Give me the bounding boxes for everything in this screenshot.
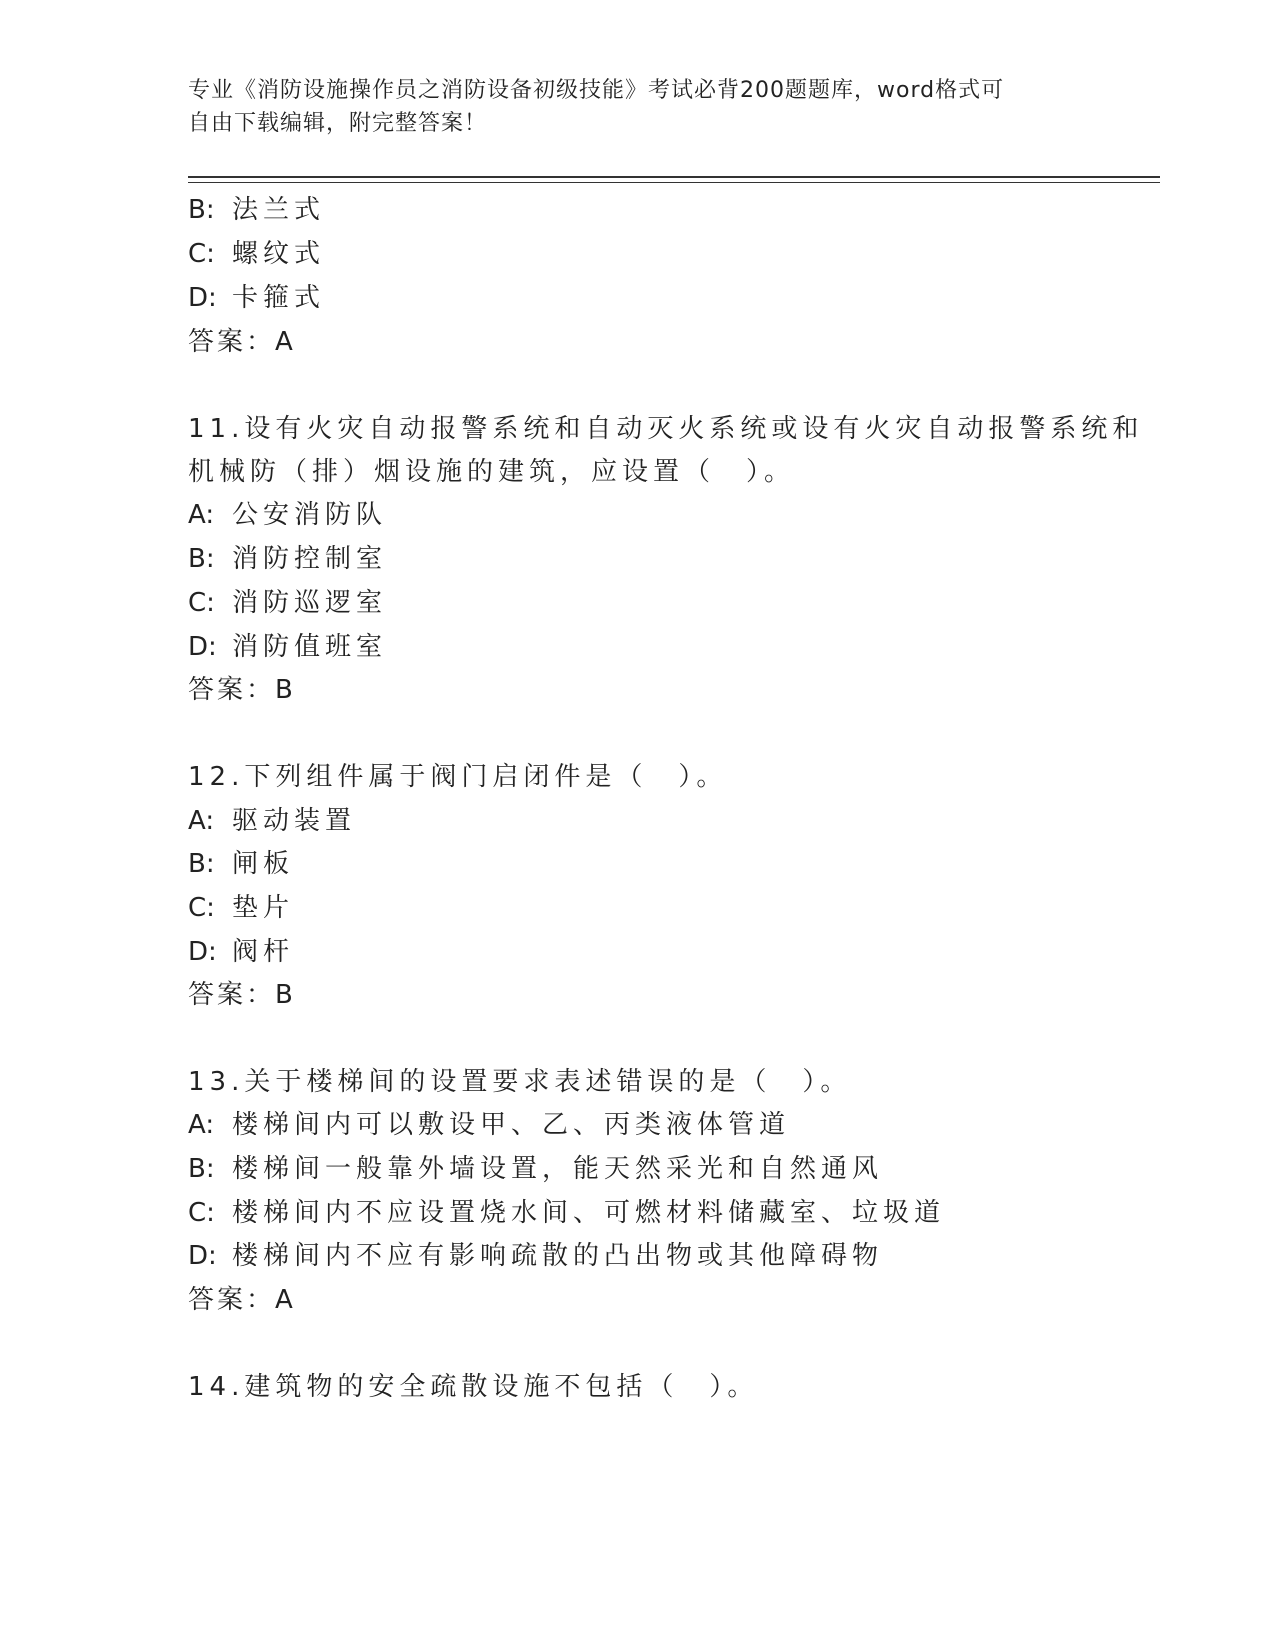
q11-option-c: C: 消防巡逻室 bbox=[188, 588, 388, 618]
q13-option-b: B: 楼梯间一般靠外墙设置，能天然采光和自然通风 bbox=[188, 1154, 884, 1184]
header-divider-thick bbox=[188, 176, 1160, 178]
q12-option-d: D: 阀杆 bbox=[188, 937, 295, 967]
q12-option-a: A: 驱动装置 bbox=[188, 806, 357, 836]
q13-option-d: D: 楼梯间内不应有影响疏散的凸出物或其他障碍物 bbox=[188, 1241, 884, 1271]
q11-stem-line-2: 机械防（排）烟设施的建筑，应设置（ ）。 bbox=[188, 457, 796, 487]
q12-answer: 答案：B bbox=[188, 980, 296, 1010]
header-line-1: 专业《消防设施操作员之消防设备初级技能》考试必背200题题库，word格式可 bbox=[188, 78, 1005, 103]
q13-stem: 13.关于楼梯间的设置要求表述错误的是（ ）。 bbox=[188, 1067, 852, 1097]
q12-option-c: C: 垫片 bbox=[188, 893, 295, 923]
q10-option-d: D: 卡箍式 bbox=[188, 283, 326, 313]
q10-option-b: B: 法兰式 bbox=[188, 195, 326, 225]
q11-option-d: D: 消防值班室 bbox=[188, 632, 388, 662]
q10-option-c: C: 螺纹式 bbox=[188, 239, 326, 269]
q11-stem-line-1: 11.设有火灾自动报警系统和自动灭火系统或设有火灾自动报警系统和 bbox=[188, 414, 1144, 444]
q12-stem: 12.下列组件属于阀门启闭件是（ ）。 bbox=[188, 762, 728, 792]
q11-option-b: B: 消防控制室 bbox=[188, 544, 388, 574]
header-divider-thin bbox=[188, 182, 1160, 183]
header-line-2: 自由下载编辑，附完整答案！ bbox=[188, 111, 488, 136]
q13-option-c: C: 楼梯间内不应设置烧水间、可燃材料储藏室、垃圾道 bbox=[188, 1198, 946, 1228]
q11-answer: 答案：B bbox=[188, 675, 296, 705]
q14-stem: 14.建筑物的安全疏散设施不包括（ ）。 bbox=[188, 1372, 759, 1402]
q13-option-a: A: 楼梯间内可以敷设甲、乙、丙类液体管道 bbox=[188, 1110, 791, 1140]
q13-answer: 答案：A bbox=[188, 1285, 296, 1315]
q12-option-b: B: 闸板 bbox=[188, 849, 295, 879]
q10-answer: 答案：A bbox=[188, 327, 296, 357]
q11-option-a: A: 公安消防队 bbox=[188, 500, 388, 530]
document-header bbox=[188, 74, 1068, 140]
